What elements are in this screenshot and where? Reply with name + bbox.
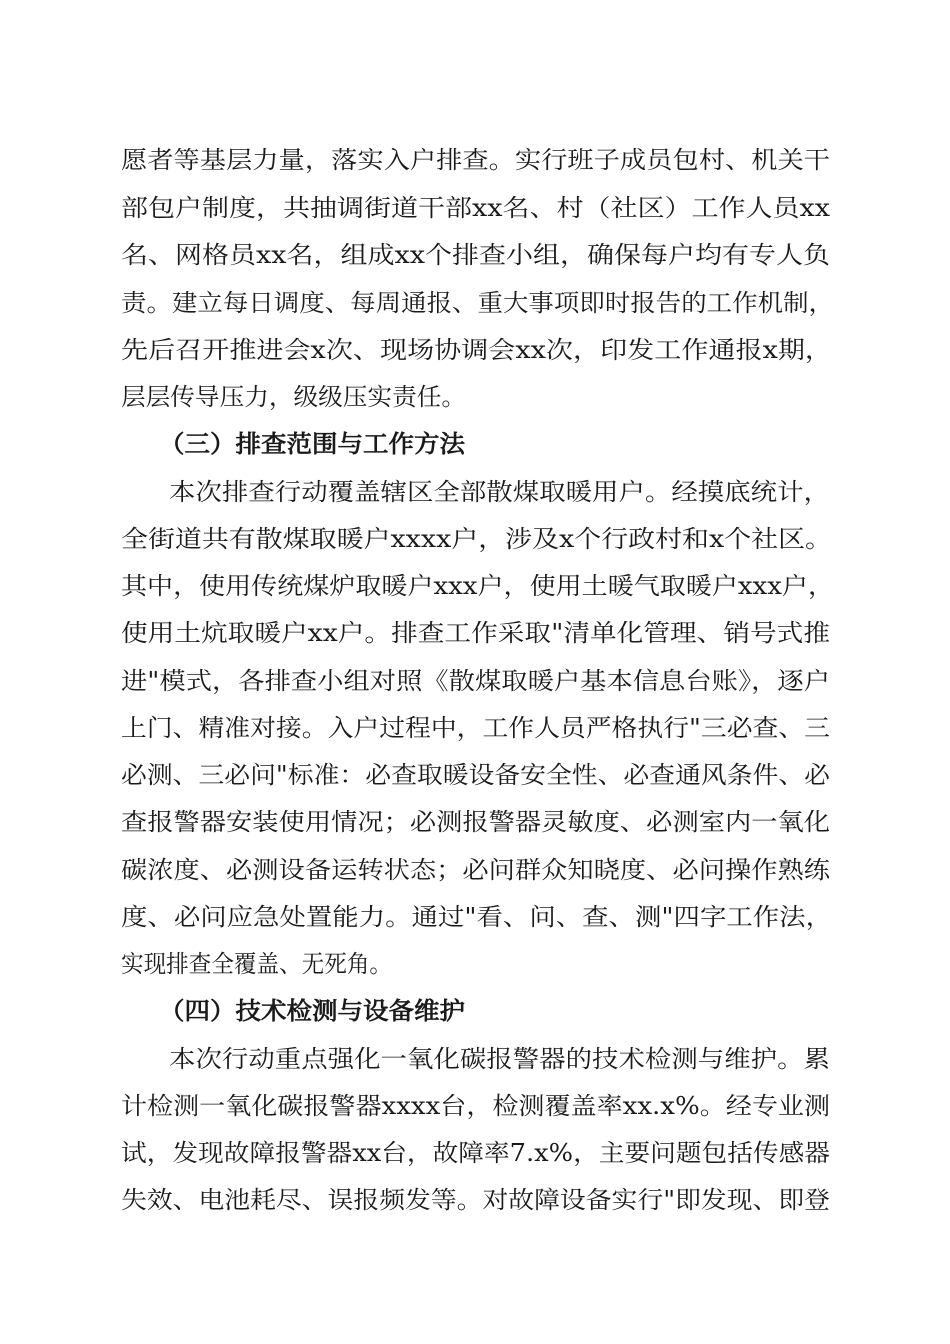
paragraph-line [0,1178,950,1222]
line-text: 必测、三必问"标准：必查取暖设备安全性、必查通风条件、必 [121,761,830,789]
paragraph-line [0,1131,950,1175]
paragraph-line [0,659,950,703]
line-text: 碳浓度、必测设备运转状态；必问群众知晓度、必问操作熟练 [121,856,830,884]
paragraph-line [0,800,950,844]
paragraph-line [0,233,950,277]
paragraph-line [0,753,950,797]
paragraph-line [0,706,950,750]
paragraph-line [0,328,950,372]
paragraph-line [0,1084,950,1128]
paragraph-line [0,138,950,182]
paragraph-line [0,1037,950,1081]
section-heading-4 [0,989,950,1033]
line-text: 愿者等基层力量，落实入户排查。实行班子成员包村、机关干 [121,146,830,174]
line-text: 失效、电池耗尽、误报频发等。对故障设备实行"即发现、即登 [121,1186,830,1214]
paragraph-line [0,611,950,655]
line-text: 使用土炕取暖户xx户。排查工作采取"清单化管理、销号式推 [121,619,830,647]
line-text: 本次行动重点强化一氧化碳报警器的技术检测与维护。累 [169,1045,830,1073]
paragraph-line [0,281,950,325]
line-text: 本次排查行动覆盖辖区全部散煤取暖用户。经摸底统计， [169,478,830,506]
line-text: 度、必问应急处置能力。通过"看、问、查、测"四字工作法， [121,903,833,931]
line-text: 实现排查全覆盖、无死角。 [121,950,392,978]
line-text: 计检测一氧化碳报警器xxxx台，检测覆盖率xx.x%。经专业测 [121,1092,830,1120]
paragraph-line [0,895,950,939]
paragraph-line [0,186,950,230]
line-text: 全街道共有散煤取暖户xxxx户，涉及x个行政村和x个社区。 [121,525,832,553]
paragraph-line [0,470,950,514]
line-text: 名、网格员xx名，组成xx个排查小组，确保每户均有专人负 [121,241,830,269]
paragraph-line [0,375,950,419]
paragraph-line [0,517,950,561]
line-text: 进"模式，各排查小组对照《散煤取暖户基本信息台账》，逐户 [121,667,830,695]
line-text: 上门、精准对接。入户过程中，工作人员严格执行"三必查、三 [121,714,830,742]
line-text: 部包户制度，共抽调街道干部xx名、村（社区）工作人员xx [121,194,830,222]
line-text: 责。建立每日调度、每周通报、重大事项即时报告的工作机制， [121,289,834,317]
heading-text: （四）技术检测与设备维护 [159,996,465,1025]
line-text: 查报警器安装使用情况；必测报警器灵敏度、必测室内一氧化 [121,808,830,836]
line-text: 其中，使用传统煤炉取暖户xxx户，使用土暖气取暖户xxx户， [121,572,834,600]
paragraph-line [0,564,950,608]
paragraph-line [0,942,950,986]
line-text: 层层传导压力，级级压实责任。 [121,383,466,411]
heading-text: （三）排查范围与工作方法 [159,429,465,458]
line-text: 先后召开推进会x次、现场协调会xx次，印发工作通报x期， [121,336,833,364]
section-heading-3 [0,422,950,466]
paragraph-line [0,848,950,892]
line-text: 试，发现故障报警器xx台，故障率7.x%，主要问题包括传感器 [121,1139,830,1167]
